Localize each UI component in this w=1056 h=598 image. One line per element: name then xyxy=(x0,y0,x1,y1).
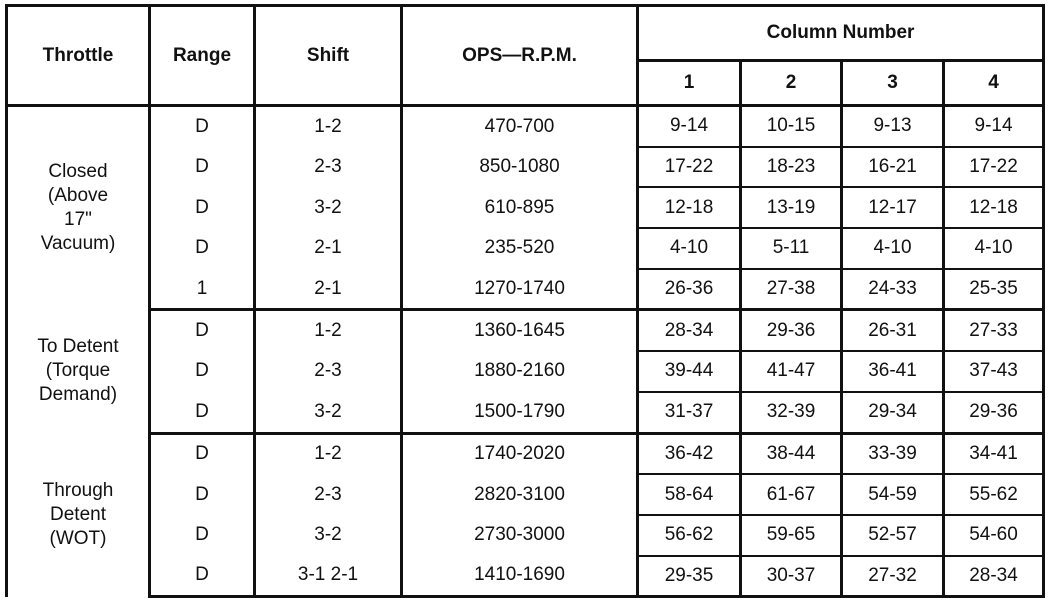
c3-cell: 54-59 xyxy=(842,474,944,515)
c2-cell: 30-37 xyxy=(741,556,842,597)
c3-cell: 4-10 xyxy=(842,228,944,269)
rpm-cell: 1270-1740 xyxy=(402,269,638,310)
table-row xyxy=(7,269,1044,310)
c3-cell: 16-21 xyxy=(842,147,944,188)
shift-cell: 3-2 xyxy=(255,187,402,228)
shift-cell: 1-2 xyxy=(255,310,402,351)
c1-cell: 36-42 xyxy=(638,433,741,474)
throttle-line: Vacuum) xyxy=(40,233,116,255)
c4-cell: 34-41 xyxy=(944,433,1044,474)
range-cell: D xyxy=(150,433,255,474)
shift-cell: 2-1 xyxy=(255,269,402,310)
range-cell: D xyxy=(150,556,255,597)
range-header: Range xyxy=(150,6,255,106)
c1-cell: 31-37 xyxy=(638,392,741,433)
rpm-cell: 850-1080 xyxy=(402,147,638,188)
shift-cell: 3-2 xyxy=(255,515,402,556)
throttle-line: (Torque xyxy=(45,360,111,382)
c1-cell: 26-36 xyxy=(638,269,741,310)
column-2-header: 2 xyxy=(741,61,842,106)
rpm-cell: 1500-1790 xyxy=(402,392,638,433)
c2-cell: 5-11 xyxy=(741,228,842,269)
throttle-line: Through xyxy=(42,479,114,501)
c2-cell: 18-23 xyxy=(741,147,842,188)
table-body xyxy=(7,106,1044,597)
c1-cell: 39-44 xyxy=(638,351,741,392)
rpm-cell: 610-895 xyxy=(402,187,638,228)
shift-cell: 1-2 xyxy=(255,433,402,474)
table-row xyxy=(7,556,1044,597)
range-cell: D xyxy=(150,351,255,392)
c4-cell: 37-43 xyxy=(944,351,1044,392)
throttle-line: 17" xyxy=(64,209,92,231)
table-row xyxy=(7,310,1044,351)
c2-cell: 38-44 xyxy=(741,433,842,474)
range-cell: D xyxy=(150,392,255,433)
column-3-header: 3 xyxy=(842,61,944,106)
c4-cell: 17-22 xyxy=(944,147,1044,188)
c1-cell: 29-35 xyxy=(638,556,741,597)
c1-cell: 9-14 xyxy=(638,106,741,147)
shift-speed-table xyxy=(5,4,1045,598)
c4-cell: 54-60 xyxy=(944,515,1044,556)
c3-cell: 29-34 xyxy=(842,392,944,433)
c2-cell: 27-38 xyxy=(741,269,842,310)
rpm-cell: 235-520 xyxy=(402,228,638,269)
c3-cell: 12-17 xyxy=(842,187,944,228)
table-row xyxy=(7,147,1044,188)
rpm-cell: 1880-2160 xyxy=(402,351,638,392)
c4-cell: 29-36 xyxy=(944,392,1044,433)
c4-cell: 4-10 xyxy=(944,228,1044,269)
rpm-cell: 1740-2020 xyxy=(402,433,638,474)
table-row xyxy=(7,392,1044,433)
range-cell: D xyxy=(150,474,255,515)
table-row xyxy=(7,351,1044,392)
c4-cell: 25-35 xyxy=(944,269,1044,310)
throttle-line: Demand) xyxy=(38,384,118,406)
throttle-line: (WOT) xyxy=(49,527,107,549)
rpm-cell: 470-700 xyxy=(402,106,638,147)
range-cell: D xyxy=(150,515,255,556)
c2-cell: 13-19 xyxy=(741,187,842,228)
range-cell: D xyxy=(150,228,255,269)
range-cell: D xyxy=(150,310,255,351)
rpm-cell: 1410-1690 xyxy=(402,556,638,597)
c1-cell: 56-62 xyxy=(638,515,741,556)
range-cell: 1 xyxy=(150,269,255,310)
shift-cell: 1-2 xyxy=(255,106,402,147)
table-row xyxy=(7,474,1044,515)
c2-cell: 29-36 xyxy=(741,310,842,351)
column-1-header: 1 xyxy=(638,61,741,106)
shift-cell: 2-3 xyxy=(255,351,402,392)
c4-cell: 28-34 xyxy=(944,556,1044,597)
c3-cell: 26-31 xyxy=(842,310,944,351)
throttle-cell xyxy=(7,433,150,597)
rpm-cell: 2730-3000 xyxy=(402,515,638,556)
rpm-cell: 2820-3100 xyxy=(402,474,638,515)
c3-cell: 27-32 xyxy=(842,556,944,597)
column-4-header: 4 xyxy=(944,61,1044,106)
c4-cell: 27-33 xyxy=(944,310,1044,351)
c1-cell: 28-34 xyxy=(638,310,741,351)
c3-cell: 24-33 xyxy=(842,269,944,310)
c2-cell: 59-65 xyxy=(741,515,842,556)
throttle-header: Throttle xyxy=(7,6,150,106)
rpm-header: OPS—R.P.M. xyxy=(402,6,638,106)
c2-cell: 10-15 xyxy=(741,106,842,147)
throttle-line: Detent xyxy=(50,503,106,525)
range-cell: D xyxy=(150,147,255,188)
c4-cell: 9-14 xyxy=(944,106,1044,147)
c1-cell: 4-10 xyxy=(638,228,741,269)
shift-cell: 3-2 xyxy=(255,392,402,433)
c2-cell: 41-47 xyxy=(741,351,842,392)
c4-cell: 55-62 xyxy=(944,474,1044,515)
c4-cell: 12-18 xyxy=(944,187,1044,228)
c1-cell: 58-64 xyxy=(638,474,741,515)
c1-cell: 12-18 xyxy=(638,187,741,228)
shift-header: Shift xyxy=(255,6,402,106)
c3-cell: 9-13 xyxy=(842,106,944,147)
throttle-line: (Above xyxy=(47,185,109,207)
table-row xyxy=(7,106,1044,147)
range-cell: D xyxy=(150,187,255,228)
shift-cell: 2-3 xyxy=(255,474,402,515)
c2-cell: 32-39 xyxy=(741,392,842,433)
c3-cell: 33-39 xyxy=(842,433,944,474)
c2-cell: 61-67 xyxy=(741,474,842,515)
table-row xyxy=(7,433,1044,474)
throttle-cell xyxy=(7,310,150,433)
range-cell: D xyxy=(150,106,255,147)
shift-cell: 3-1 2-1 xyxy=(255,556,402,597)
column-number-header: Column Number xyxy=(638,6,1044,61)
rpm-cell: 1360-1645 xyxy=(402,310,638,351)
c1-cell: 17-22 xyxy=(638,147,741,188)
table-row xyxy=(7,228,1044,269)
shift-cell: 2-1 xyxy=(255,228,402,269)
throttle-cell xyxy=(7,106,150,310)
throttle-line: To Detent xyxy=(37,336,119,358)
c3-cell: 52-57 xyxy=(842,515,944,556)
table-row xyxy=(7,515,1044,556)
shift-cell: 2-3 xyxy=(255,147,402,188)
c3-cell: 36-41 xyxy=(842,351,944,392)
table-row xyxy=(7,187,1044,228)
throttle-line: Closed xyxy=(48,161,108,183)
